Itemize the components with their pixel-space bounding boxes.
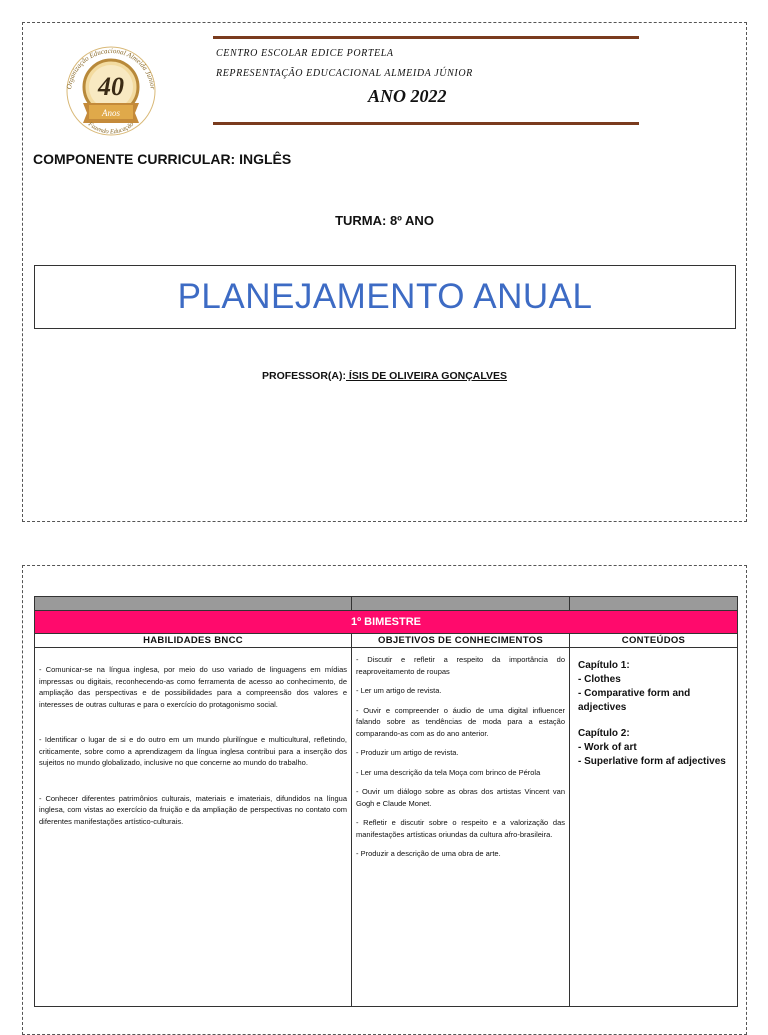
table-top-bar <box>35 597 738 611</box>
cover-page <box>22 22 747 522</box>
class-label: TURMA: 8º ANO <box>335 213 434 228</box>
logo-ribbon-text: Anos <box>102 108 120 118</box>
chapter-2-title: Capítulo 2: <box>578 728 630 739</box>
chapter-1-item: - Clothes <box>578 674 621 685</box>
header-rule-bottom <box>213 122 639 125</box>
habilidade-item: - Comunicar-se na língua inglesa, por meio do uso variado de linguagens em mídias impressas ou digitais, reconhecendo-as como ferramenta de acesso ao conhecimento, de ampliação das perspectivas e de possibilidades para a compreensão dos valores e interesses de outras culturas e para o exercício do protagonismo social. <box>39 665 347 709</box>
objetivo-item: - Ler uma descrição da tela Moça com brinco de Pérola <box>356 767 541 777</box>
conteudos-cell <box>570 648 738 1007</box>
habilidades-cell <box>35 648 352 1007</box>
bimester-row <box>35 611 738 634</box>
objetivo-item: - Produzir a descrição de uma obra de arte. <box>356 849 501 858</box>
habilidade-item: - Conhecer diferentes patrimônios culturais, materiais e imateriais, difundidos na língua inglesa, com vistas ao exercício da fruição e da ampliação de perspectivas no contato com diferentes manifestações artístico-culturais. <box>39 793 347 826</box>
objetivo-item: - Produzir um artigo de revista. <box>356 748 459 757</box>
objetivo-item: - Ouvir e compreender o áudio de uma digital influencer falando sobre as tendências de moda para a estação comparando-as com as do ano anterior. <box>356 705 565 738</box>
objetivos-cell <box>352 648 570 1007</box>
chapter-2-item: - Superlative form af adjectives <box>578 756 726 767</box>
page-title: PLANEJAMENTO ANUAL <box>177 277 593 316</box>
school-40-years-logo <box>57 37 165 145</box>
table-header-row <box>35 634 738 648</box>
column-header-habilidades: HABILIDADES BNCC <box>35 634 352 648</box>
column-header-conteudos: CONTEÚDOS <box>570 634 738 648</box>
year-label: ANO 2022 <box>368 86 447 106</box>
objetivo-item: - Discutir e refletir a respeito da importância do reaproveitamento de roupas <box>356 655 565 676</box>
teacher-line <box>23 370 746 382</box>
plan-page <box>22 565 747 1035</box>
school-name: CENTRO ESCOLAR EDICE PORTELA <box>216 48 394 59</box>
curricular-component: COMPONENTE CURRICULAR: INGLÊS <box>33 151 292 167</box>
objetivo-item: - Ler um artigo de revista. <box>356 686 442 695</box>
chapter-2-item: - Work of art <box>578 742 637 753</box>
column-header-objetivos: OBJETIVOS DE CONHECIMENTOS <box>352 634 570 648</box>
objetivo-item: - Refletir e discutir sobre o respeito e a valorização das manifestações artísticas oriundas da cultura afro-brasileira. <box>356 818 565 839</box>
logo-bottom-text: Fazendo Educação <box>86 120 136 136</box>
header-rule-top <box>213 36 639 39</box>
objetivo-item: - Ouvir um diálogo sobre as obras dos artistas Vincent van Gogh e Claude Monet. <box>356 787 565 808</box>
school-representation: REPRESENTAÇÃO EDUCACIONAL ALMEIDA JÚNIOR <box>216 68 473 79</box>
chapter-1-title: Capítulo 1: <box>578 660 630 671</box>
logo-number: 40 <box>98 72 124 101</box>
bimester-label: 1º BIMESTRE <box>35 611 738 634</box>
logo-arc-text: Organização Educacional Almeida Júnior <box>65 46 157 90</box>
title-box <box>34 265 736 329</box>
plan-table <box>34 596 738 1007</box>
chapter-1-item: - Comparative form and adjectives <box>578 688 691 713</box>
teacher-label: PROFESSOR(A): <box>261 370 346 382</box>
habilidade-item: - Identificar o lugar de si e do outro em um mundo plurilíngue e multicultural, refletindo, criticamente, sobre como a aprendizagem da língua inglesa contribui para a inserção dos sujeitos no mundo globalizado, inclusive no que concerne ao mundo do trabalho. <box>39 735 347 767</box>
table-row <box>35 648 738 1007</box>
teacher-name: ÍSIS DE OLIVEIRA GONÇALVES <box>345 370 508 382</box>
